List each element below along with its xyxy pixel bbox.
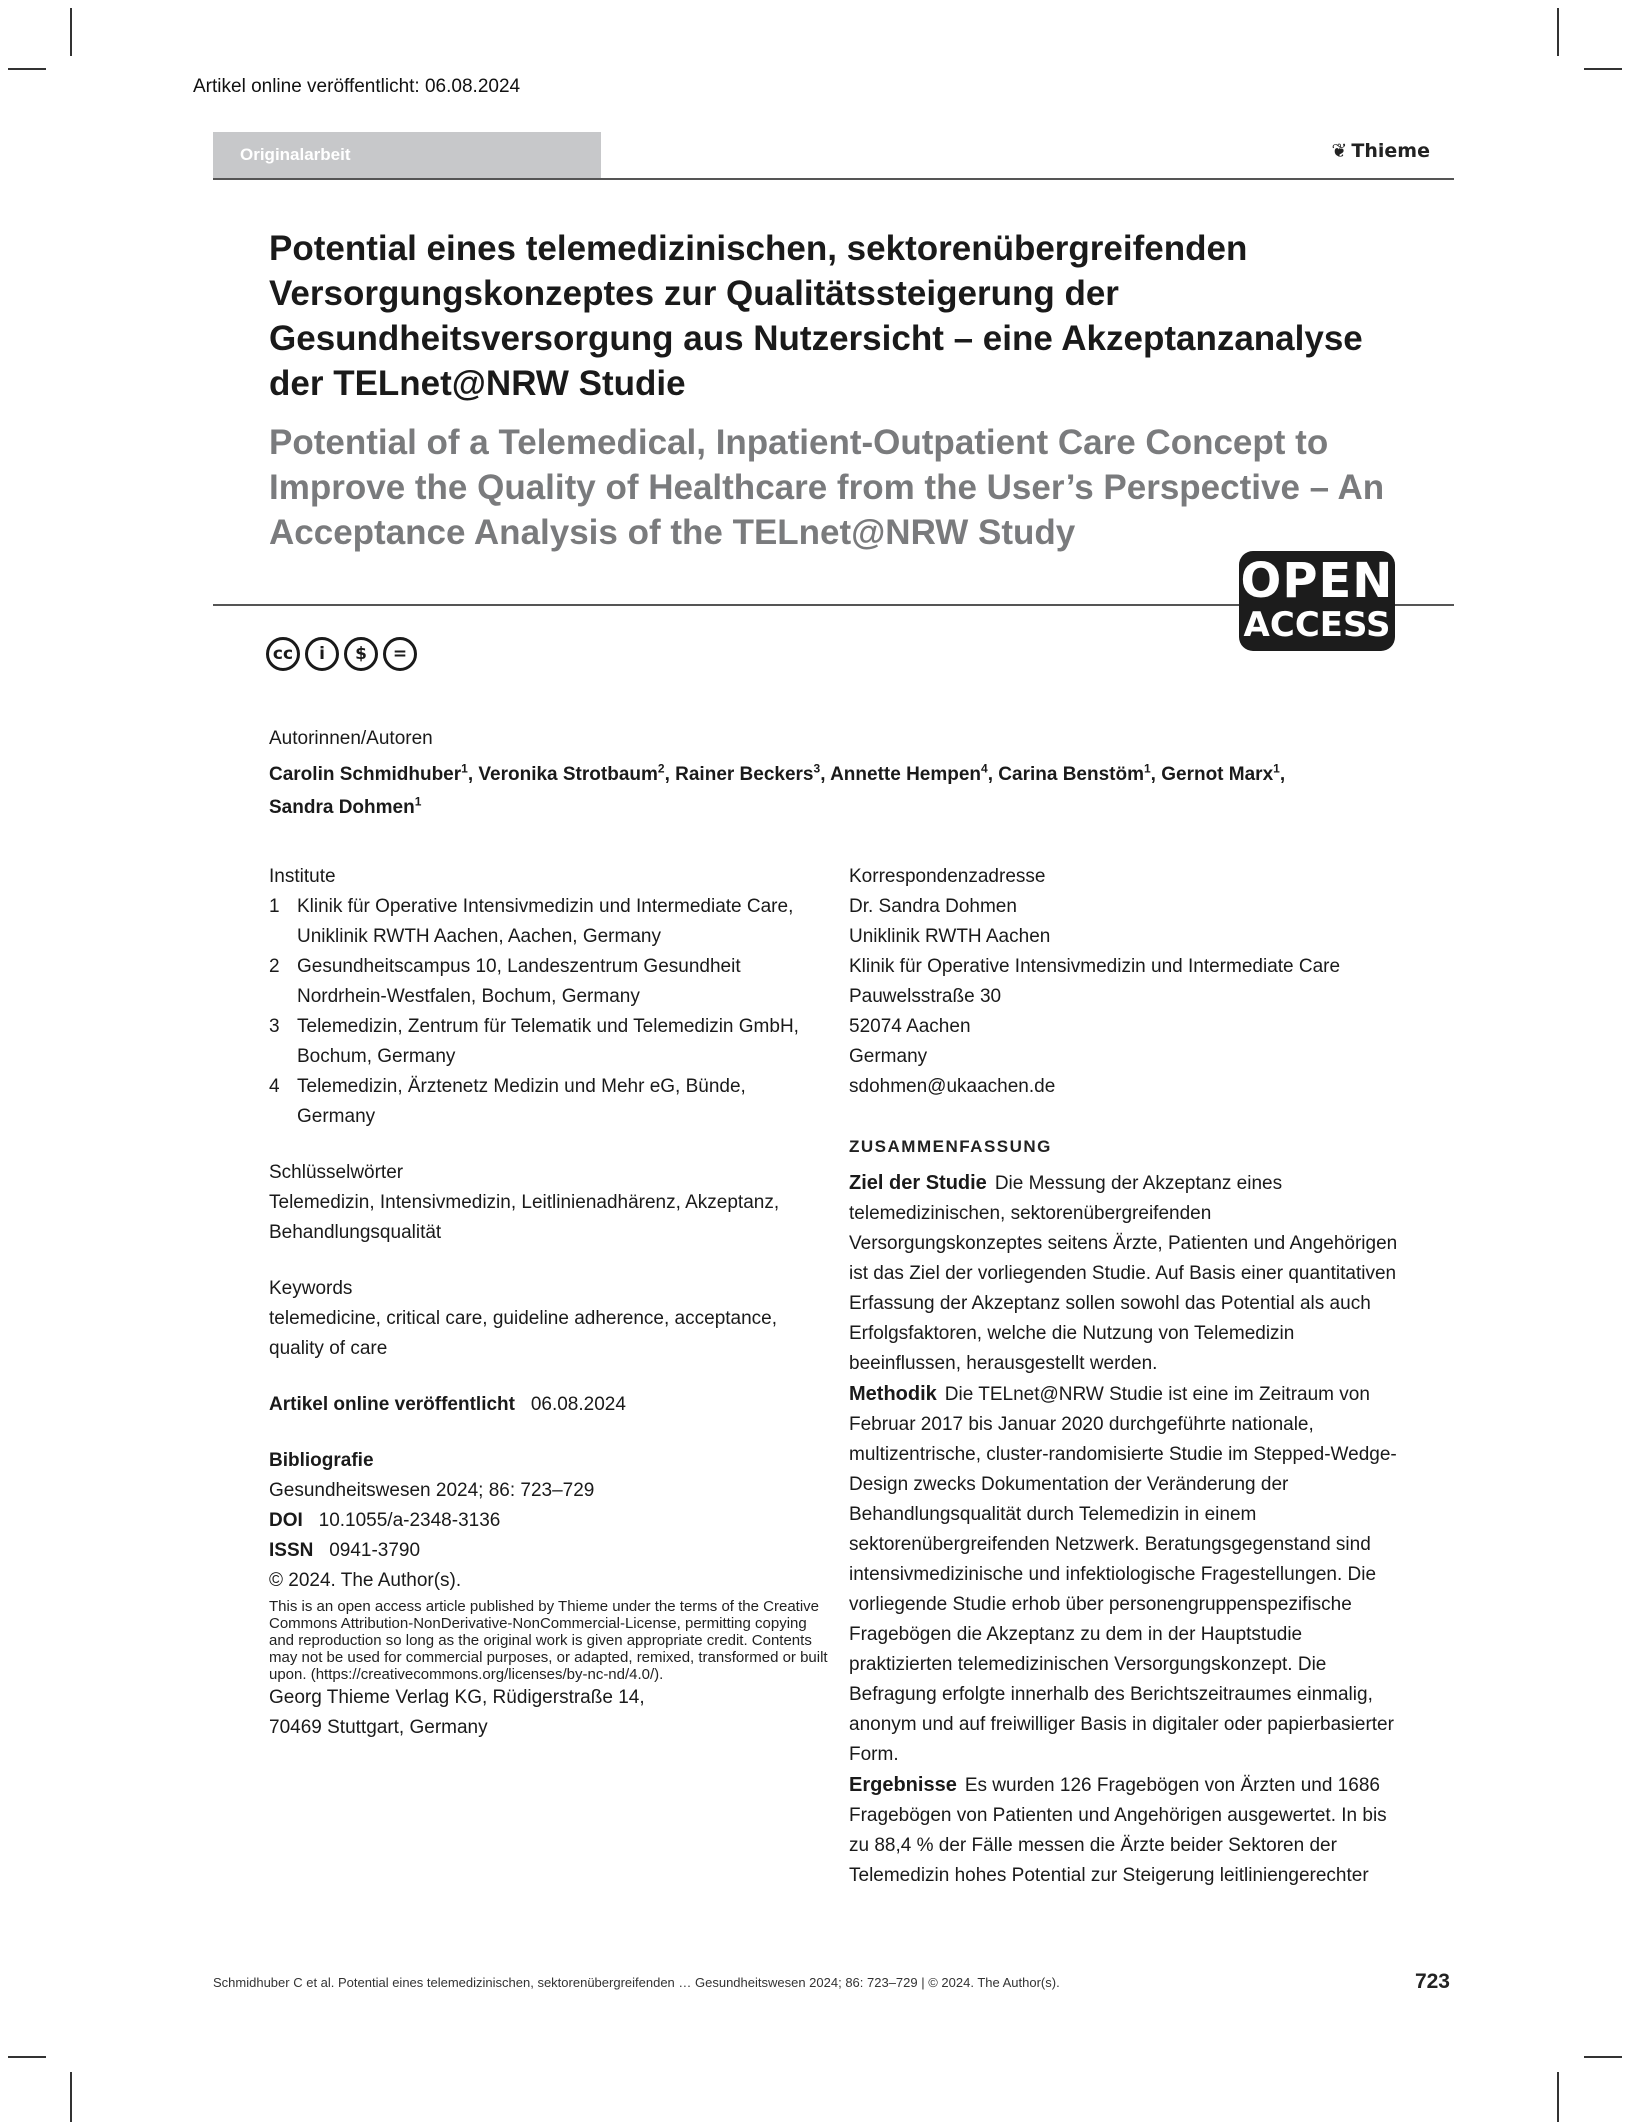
author: Annette Hempen$^4$, (830, 762, 999, 786)
author: Carolin Schmidhuber$^1$, (269, 762, 479, 786)
online-publication-note: Artikel online veröffentlicht: 06.08.2024 (193, 76, 521, 97)
crop-mark (70, 8, 72, 56)
bibliography-heading: Bibliografie (269, 1450, 374, 1471)
correspondence-line: Germany (849, 1046, 928, 1067)
correspondence-line: Dr. Sandra Dohmen (849, 896, 1017, 917)
abstract-section: Ergebnisse Es wurden 126 Fragebögen von Ärzten und 1686 Fragebögen von Patienten und Angehörigen ausgewertet. In bis zu 88,4 % der Fälle messen die Ärzte beider Sektoren der Telemedizin hohes Potential zur Steigerung leitliniengerechter (849, 1774, 1387, 1886)
crop-mark (1557, 2072, 1559, 2122)
publisher-address-line1: Georg Thieme Verlag KG, Rüdigerstraße 14, (269, 1687, 645, 1708)
crop-mark (1584, 68, 1622, 70)
journal-citation: Gesundheitswesen 2024; 86: 723–729 (269, 1480, 595, 1501)
header-divider (213, 178, 1454, 180)
bibliography-section (269, 1446, 829, 1743)
authors-heading: Autorinnen/Autoren (269, 728, 433, 749)
nc-icon: $ (344, 637, 378, 671)
footer-citation: Schmidhuber C et al. Potential eines telemedizinischen, sektorenübergreifenden … Gesundheitswesen 2024; 86: 723–729 | © 2024. The Author(s). (213, 1975, 1060, 1990)
correspondence-line: Pauwelsstraße 30 (849, 986, 1002, 1007)
abstract-section: Methodik Die TELnet@NRW Studie ist eine im Zeitraum von Februar 2017 bis Januar 2020 durchgeführte nationale, multizentrische, cluster-randomisierte Studie im Stepped-Wedge-Design zwecks Dokumentation der Veränderung der Behandlungsqualität durch Telemedizin in einem sektorenübergreifenden Netzwerk. Beratungsgegenstand sind intensivmedizinische und infektiologische Fragestellungen. Die vorliegende Studie erhob über personengruppenspezifische Fragebögen die Akzeptanz zu dem in der Hauptstudie praktizierten telemedizinischen Versorgungskonzept. Die Befragung erfolgte innerhalb des Berichtszeitraumes einmalig, anonym und auf freiwilliger Basis in digitaler oder papierbasierter Form. (849, 1383, 1397, 1765)
publisher-address-line2: 70469 Stuttgart, Germany (269, 1717, 488, 1738)
issn: ISSN 0941-3790 (269, 1540, 421, 1561)
crop-mark (1557, 8, 1559, 56)
institute-item: 1 Klinik für Operative Intensivmedizin und Intermediate Care, Uniklinik RWTH Aachen, Aachen, Germany (269, 896, 794, 947)
abstract (849, 1168, 1401, 1891)
keywords-de-section (269, 1158, 829, 1248)
thieme-icon: ❦ (1331, 140, 1348, 162)
correspondence-line: Uniklinik RWTH Aachen (849, 926, 1051, 947)
institute-item: 2 Gesundheitscampus 10, Landeszentrum Gesundheit Nordrhein-Westfalen, Bochum, Germany (269, 956, 741, 1007)
license-text: This is an open access article published by Thieme under the terms of the Creative Commons Attribution-NonDerivative-NonCommercial-License, permitting copying and reproduction so long as the original work is given appropriate credit. Contents may not be used for commercial purposes, or adapted, remixed, transformed or built upon. (https://creativecommons.org/licenses/by-nc-nd/4.0/). (269, 1598, 828, 1683)
correspondence-line: 52074 Aachen (849, 1016, 971, 1037)
author: Sandra Dohmen$^1$ (269, 794, 422, 818)
license-icons (266, 637, 417, 671)
publisher-logo: ❦ Thieme (1331, 140, 1430, 162)
abstract-heading: ZUSAMMENFASSUNG (849, 1137, 1052, 1156)
crop-mark (1584, 2056, 1622, 2058)
open-access-badge: OPEN ACCESS (1239, 551, 1395, 651)
keywords-en-text: telemedicine, critical care, guideline adherence, acceptance, quality of care (269, 1308, 778, 1359)
section-label: Originalarbeit (213, 132, 601, 178)
institutes-list (269, 892, 829, 1132)
keywords-de-heading: Schlüsselwörter (269, 1162, 404, 1183)
institute-item: 4 Telemedizin, Ärztenetz Medizin und Mehr eG, Bünde, Germany (269, 1076, 746, 1127)
institute-item: 3 Telemedizin, Zentrum für Telematik und Telemedizin GmbH, Bochum, Germany (269, 1016, 799, 1067)
doi: DOI 10.1055/a-2348-3136 (269, 1510, 501, 1531)
keywords-en-heading: Keywords (269, 1278, 353, 1299)
by-icon: i (305, 637, 339, 671)
title-english: Potential of a Telemedical, Inpatient-Outpatient Care Concept to Improve the Quality of Healthcare from the User’s Perspective – An Acceptance Analysis of the TELnet@NRW Study (269, 423, 1385, 552)
keywords-de-text: Telemedizin, Intensivmedizin, Leitlinienadhärenz, Akzeptanz, Behandlungsqualität (269, 1192, 780, 1243)
nd-icon: = (383, 637, 417, 671)
author-list (269, 756, 1419, 821)
left-column (269, 862, 829, 1743)
copyright: © 2024. The Author(s). (269, 1570, 462, 1591)
author: Gernot Marx$^1$, (1161, 762, 1286, 786)
crop-mark (70, 2072, 72, 2122)
author: Rainer Beckers$^3$, (675, 762, 831, 786)
page-number: 723 (1414, 1970, 1450, 1993)
author: Carina Benstöm$^1$, (998, 762, 1162, 786)
correspondence-email: sdohmen@ukaachen.de (849, 1076, 1056, 1097)
title-german: Potential eines telemedizinischen, sektorenübergreifenden Versorgungskonzeptes zur Qualitätssteigerung der Gesundheitsversorgung aus Nutzersicht – eine Akzeptanzanalyse der TELnet@NRW Studie (269, 229, 1363, 403)
right-column (849, 862, 1401, 1891)
correspondence-line: Klinik für Operative Intensivmedizin und Intermediate Care (849, 956, 1341, 977)
keywords-en-section (269, 1274, 829, 1364)
institutes-heading: Institute (269, 866, 336, 887)
crop-mark (8, 2056, 46, 2058)
correspondence-heading: Korrespondenzadresse (849, 866, 1046, 887)
abstract-section: Ziel der Studie Die Messung der Akzeptanz eines telemedizinischen, sektorenübergreifenden Versorgungskonzeptes seitens Ärzte, Patienten und Angehörigen ist das Ziel der vorliegenden Studie. Auf Basis einer quantitativen Erfassung der Akzeptanz sollen sowohl das Potential als auch Erfolgsfaktoren, welche die Nutzung von Telemedizin beeinflussen, herausgestellt werden. (849, 1172, 1398, 1374)
author: Veronika Strotbaum$^2$, (478, 762, 676, 786)
online-date: Artikel online veröffentlicht 06.08.2024 (269, 1394, 626, 1415)
cc-icon: cc (266, 637, 300, 671)
crop-mark (8, 68, 46, 70)
